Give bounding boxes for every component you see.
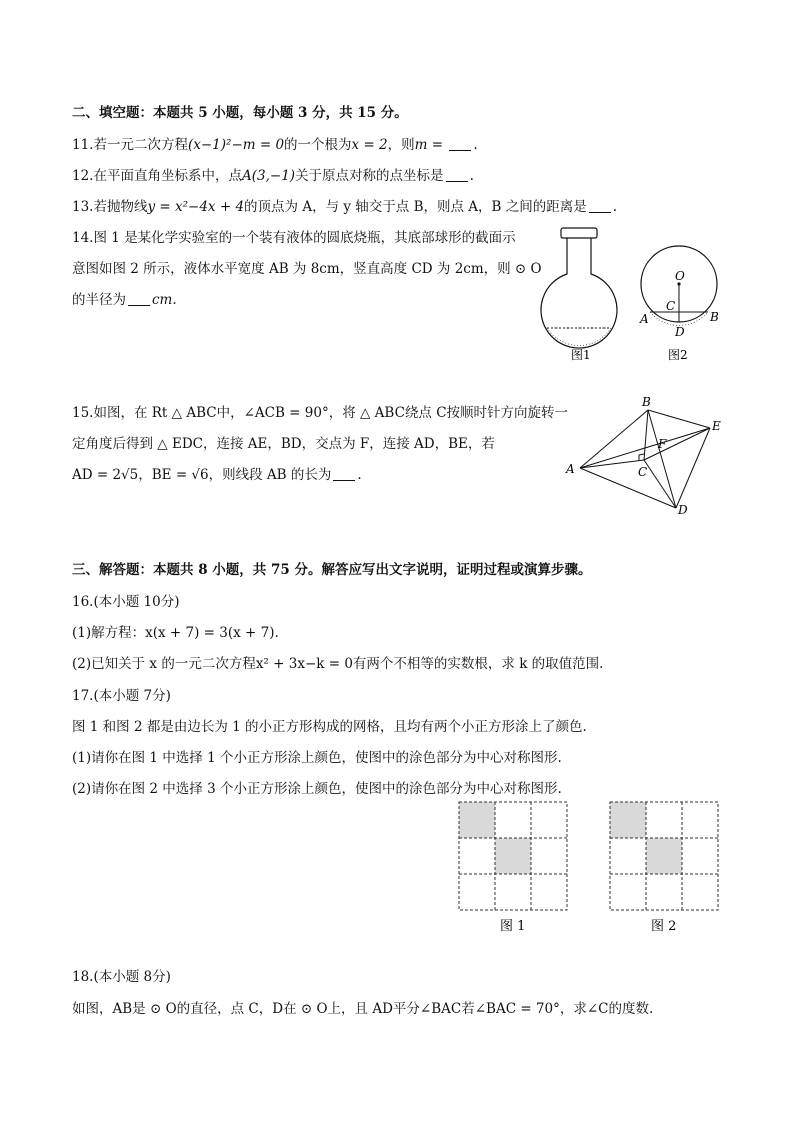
q14-line-3 xyxy=(72,290,177,310)
q11-variable: m = xyxy=(414,137,448,153)
q15-lines xyxy=(580,410,710,508)
q14-unit: cm. xyxy=(152,292,177,308)
q13-answer-blank xyxy=(589,198,611,213)
q16-part-1: (1)解方程：x(x + 7) = 3(x + 7). xyxy=(72,625,279,641)
q11-text-c: ，则 xyxy=(387,137,415,153)
grid1-shaded-cell-1 xyxy=(459,802,495,838)
q12-text-b: 关于原点对称的点坐标是 xyxy=(295,168,444,184)
fig2-label-D: D xyxy=(675,325,685,339)
section-2-header: 二、填空题：本题共 5 小题，每小题 3 分，共 15 分。 xyxy=(72,105,408,121)
q16-title: 16.(本小题 10分) xyxy=(72,594,180,610)
fig1-caption: 图1 xyxy=(571,348,591,362)
grid1-caption: 图 1 xyxy=(500,919,526,934)
fig2-label-B: B xyxy=(710,310,719,324)
question-11 xyxy=(72,135,478,155)
q15-line-2: 定角度后得到 △ EDC，连接 AE，BD，交点为 F，连接 AD，BE，若 xyxy=(72,436,495,452)
q15-line-3 xyxy=(72,465,362,485)
q16-part-2: (2)已知关于 x 的一元二次方程x² + 3x−k = 0有两个不相等的实数根，求 k 的取值范围. xyxy=(72,656,604,672)
question-13 xyxy=(72,197,617,217)
q11-number: 11. xyxy=(72,137,94,153)
q17-part-1: (1)请你在图 1 中选择 1 个小正方形涂上颜色，使图中的涂色部分为中心对称图形. xyxy=(72,750,562,766)
q14-line-2: 意图如图 2 所示，液体水平宽度 AB 为 8cm，竖直高度 CD 为 2cm，则 ⊙ O xyxy=(72,261,542,277)
q18-text: 如图，AB是 ⊙ O的直径，点 C，D在 ⊙ O上，且 AD平分∠BAC若∠BAC = 70°，求∠C的度数. xyxy=(72,1001,654,1017)
q14-figures xyxy=(535,226,735,366)
q15-answer-blank xyxy=(333,466,355,481)
q17-grids xyxy=(456,800,726,940)
q13-text-b: 的顶点为 A，与 y 轴交于点 B，则点 A，B 之间的距离是 xyxy=(244,199,587,215)
q17-part-2: (2)请你在图 2 中选择 3 个小正方形涂上颜色，使图中的涂色部分为中心对称图形. xyxy=(72,781,562,797)
q18-title: 18.(本小题 8分) xyxy=(72,969,171,985)
q15-label-B: B xyxy=(642,396,651,409)
grid2-shaded-cell-2 xyxy=(646,838,682,874)
q14-number: 14. xyxy=(72,230,94,246)
q15-line-1: 15.如图，在 Rt △ ABC中，∠ACB = 90°，将 △ ABC绕点 C按顺时针方向旋转一 xyxy=(72,405,569,421)
grid-2 xyxy=(610,802,718,910)
question-12 xyxy=(72,166,474,186)
q14-line-1 xyxy=(72,228,516,248)
fig2-label-A: A xyxy=(640,312,649,326)
q13-number: 13. xyxy=(72,199,94,215)
q11-text-a: 若一元二次方程 xyxy=(93,137,188,153)
grid2-shaded-cell-1 xyxy=(610,802,646,838)
q12-number: 12. xyxy=(72,168,94,184)
q17-title: 17.(本小题 7分) xyxy=(72,688,171,704)
q13-equation: y = x²−4x + 4 xyxy=(147,199,245,215)
q15-label-F: F xyxy=(658,437,667,451)
q11-answer-blank xyxy=(449,136,471,151)
section-3-header: 三、解答题：本题共 8 小题，共 75 分。解答应写出文字说明，证明过程或演算步骤。 xyxy=(72,562,592,578)
q11-root: x = 2 xyxy=(351,137,388,153)
q12-text-a: 在平面直角坐标系中，点 xyxy=(93,168,242,184)
q15-line-3-text: AD = 2√5，BE = √6，则线段 AB 的长为 xyxy=(72,467,332,483)
q15-end: . xyxy=(357,467,362,483)
q13-text-a: 若抛物线 xyxy=(93,199,148,215)
grid-1 xyxy=(459,802,567,910)
fig2-caption: 图2 xyxy=(668,348,688,362)
q15-label-A: A xyxy=(566,462,575,476)
grid2-caption: 图 2 xyxy=(651,919,677,934)
circle-figure xyxy=(641,246,717,325)
q17-intro: 图 1 和图 2 都是由边长为 1 的小正方形构成的网格，且均有两个小正方形涂上了颜色. xyxy=(72,719,587,735)
q15-label-D: D xyxy=(678,503,688,517)
q12-end: . xyxy=(469,168,474,184)
flask-figure xyxy=(541,228,617,348)
q12-answer-blank xyxy=(446,167,468,182)
fig2-label-O: O xyxy=(675,269,685,283)
q12-point: A(3,−1) xyxy=(241,168,296,184)
fig2-label-C: C xyxy=(666,299,676,313)
q15-figure xyxy=(560,396,730,520)
q14-answer-blank xyxy=(128,291,150,306)
q11-end: . xyxy=(473,137,478,153)
q14-line-1-text: 图 1 是某化学实验室的一个装有液体的圆底烧瓶，其底部球形的截面示 xyxy=(93,230,516,246)
q11-equation: (x−1)²−m = 0 xyxy=(187,137,285,153)
grid1-shaded-cell-2 xyxy=(495,838,531,874)
q15-label-E: E xyxy=(712,419,721,433)
q14-line-3-text: 的半径为 xyxy=(72,292,126,308)
q11-text-b: 的一个根为 xyxy=(284,137,352,153)
q13-end: . xyxy=(612,199,618,215)
q15-label-C: C xyxy=(638,465,648,479)
